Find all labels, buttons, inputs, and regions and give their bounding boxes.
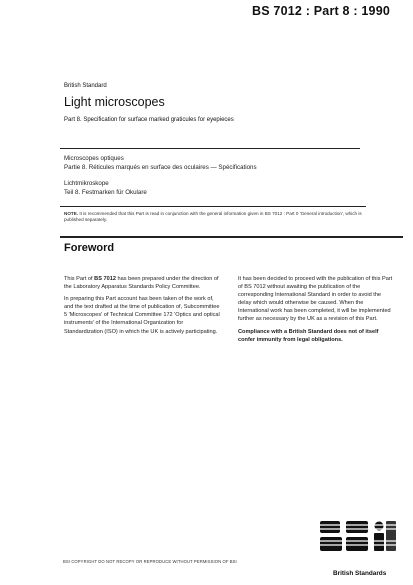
foreword-paragraph: In preparing this Part account has been taken of the work of, and the text drafted at the time of publication of, Subcommittee 5 'Microscopes' of Technical Committee 172 'Optics and optical instruments' of the International Organization for Standardization (ISO) in which the UK is actively participating. bbox=[64, 296, 220, 335]
document-title: Light microscopes bbox=[64, 95, 165, 109]
bsi-logo bbox=[318, 519, 400, 575]
series-label: British Standard bbox=[64, 83, 107, 89]
standard-code: BS 7012 : Part 8 : 1990 bbox=[252, 4, 391, 18]
copyright-footer: BSI COPYRIGHT DO NOT RECOPY OR REPRODUCE WITHOUT PERMISSION OF BSI bbox=[63, 559, 237, 564]
paragraph-text: has been prepared under the direction of the Laboratory Apparatus Standards Policy Committee. bbox=[64, 276, 219, 291]
french-subtitle: Partie 8. Réticules marqués en surface des oculaires — Spécifications bbox=[64, 164, 257, 171]
paragraph-text: This Part of bbox=[64, 276, 93, 282]
foreword-paragraph bbox=[64, 275, 220, 291]
standard-reference: BS 7012 bbox=[94, 276, 116, 282]
divider bbox=[60, 206, 366, 207]
bsi-logo-label: British Standards bbox=[333, 570, 387, 577]
foreword-left-column bbox=[64, 275, 220, 336]
note-label: NOTE. bbox=[64, 211, 79, 216]
foreword-paragraph: It has been decided to proceed with the publication of this Part of BS 7012 without awaiting the publication of the corresponding International Standard in order to avoid the delay which would otherwise be caused. When the International work has been completed, it will be implemented further as necessary by the UK as a revision of this Part. bbox=[238, 276, 393, 323]
divider bbox=[60, 236, 403, 238]
german-subtitle: Teil 8. Festmarken für Okulare bbox=[64, 189, 147, 196]
german-title-block bbox=[64, 179, 147, 197]
divider bbox=[60, 148, 360, 149]
note-text: It is recommended that this Part is read in conjunction with the general information given in BS 7012 : Part 0 'General introduction', which is published separately. bbox=[64, 211, 362, 223]
french-title-block bbox=[64, 154, 257, 172]
foreword-heading: Foreword bbox=[64, 242, 115, 254]
german-title: Lichtmikroskope bbox=[64, 180, 109, 187]
recommendation-note bbox=[64, 211, 369, 224]
document-subtitle: Part 8. Specification for surface marked graticules for eyepieces bbox=[64, 117, 234, 123]
foreword-right-column bbox=[238, 275, 394, 344]
legal-notice: Compliance with a British Standard does not of itself confer immunity from legal obligations. bbox=[238, 328, 379, 343]
french-title: Microscopes optiques bbox=[64, 155, 124, 162]
